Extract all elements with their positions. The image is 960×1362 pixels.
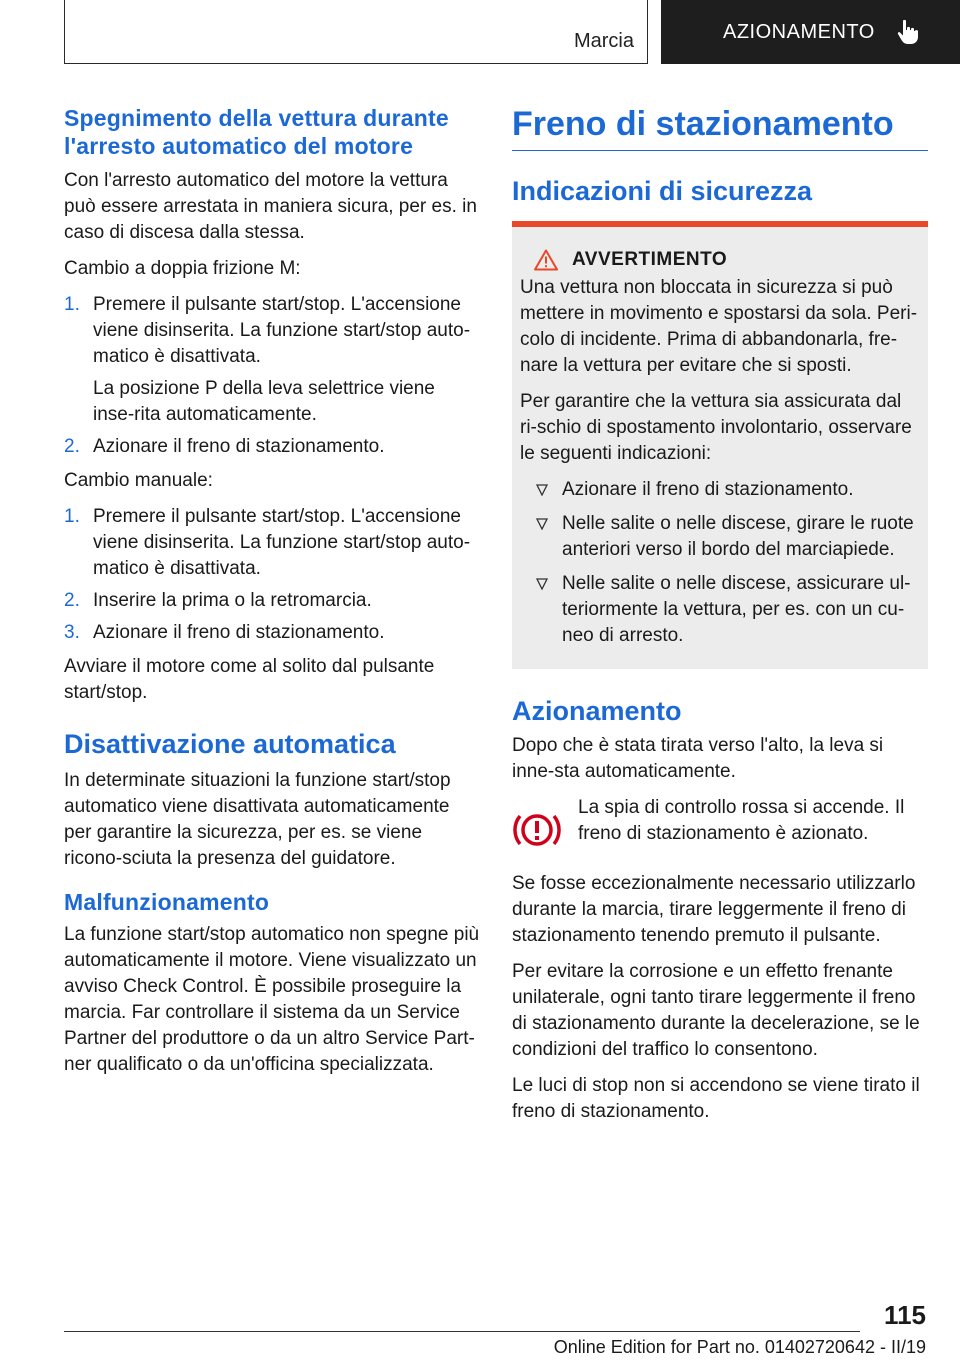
step-text: Inserire la prima o la retromarcia. bbox=[93, 590, 372, 611]
warning-paragraph: Per garantire che la vettura sia assicurata dal ri-schio di spostamento involontario, osservare le seguenti indicazioni: bbox=[520, 391, 912, 464]
header-section-title: Marcia bbox=[573, 30, 634, 52]
list-item bbox=[64, 588, 480, 614]
step-number: 1. bbox=[64, 506, 80, 527]
hand-pointer-icon bbox=[897, 19, 919, 45]
bullet-text: Nelle salite o nelle discese, girare le ruote anteriori verso il bordo del marciapiede. bbox=[562, 513, 914, 560]
paragraph: Le luci di stop non si accendono se viene tirato il freno di stazionamento. bbox=[512, 1075, 920, 1122]
warning-triangle-icon bbox=[534, 249, 558, 271]
heading-azionamento: Azionamento bbox=[512, 696, 682, 726]
right-column bbox=[512, 104, 928, 1135]
bullet-triangle-icon bbox=[536, 518, 548, 530]
heading-freno: Freno di stazionamento bbox=[512, 104, 928, 151]
warning-bullets bbox=[520, 477, 920, 649]
footer-divider bbox=[64, 1331, 860, 1332]
list-item bbox=[64, 292, 480, 428]
step-number: 2. bbox=[64, 590, 80, 611]
steps-list-manual bbox=[64, 504, 480, 646]
parking-brake-warning-icon bbox=[512, 809, 562, 851]
bullet-text: Nelle salite o nelle discese, assicurare ul-teriormente la vettura, per es. con un cu-neo di arresto. bbox=[562, 573, 911, 646]
list-item bbox=[64, 504, 480, 582]
step-text: Premere il pulsante start/stop. L'accensione viene disinserita. La funzione start/stop auto-matico è disattivata. bbox=[93, 506, 471, 579]
heading-sicurezza: Indicazioni di sicurezza bbox=[512, 176, 813, 206]
bullet-item bbox=[520, 511, 920, 563]
paragraph: Cambio manuale: bbox=[64, 470, 213, 491]
list-item bbox=[64, 434, 480, 460]
page-number: 115 bbox=[884, 1300, 926, 1330]
step-number: 3. bbox=[64, 622, 80, 643]
header-chapter-tab[interactable] bbox=[661, 0, 960, 64]
steps-list-dct bbox=[64, 292, 480, 460]
step-text: Premere il pulsante start/stop. L'accensione viene disinserita. La funzione start/stop auto-matico è disattivata. bbox=[93, 294, 471, 367]
left-column bbox=[64, 104, 480, 1088]
bullet-item bbox=[520, 571, 920, 649]
bullet-triangle-icon bbox=[536, 578, 548, 590]
chapter-title: AZIONAMENTO bbox=[723, 20, 875, 43]
bullet-text: Azionare il freno di stazionamento. bbox=[562, 479, 854, 500]
step-text: Azionare il freno di stazionamento. bbox=[93, 436, 385, 457]
heading-malfunzionamento: Malfunzionamento bbox=[64, 889, 270, 915]
warning-paragraph: Una vettura non bloccata in sicurezza si può mettere in movimento e spostarsi da sola. Peri-colo di incidente. Prima di abbandonarla, fre-nare la vettura per evitare che si sposti. bbox=[520, 277, 918, 376]
heading-disattivazione: Disattivazione automatica bbox=[64, 729, 396, 759]
step-text: Azionare il freno di stazionamento. bbox=[93, 622, 385, 643]
paragraph: Avviare il motore come al solito dal pulsante start/stop. bbox=[64, 656, 435, 703]
paragraph: Se fosse eccezionalmente necessario utilizzarlo durante la marcia, tirare leggermente il freno di stazionamento tenendo premuto il pulsante. bbox=[512, 873, 916, 946]
step-number: 1. bbox=[64, 294, 80, 315]
bullet-item bbox=[520, 477, 920, 503]
heading-spegnimento: Spegnimento della vettura durante l'arresto automatico del motore bbox=[64, 105, 449, 159]
warning-box bbox=[512, 221, 928, 669]
indicator-text: La spia di controllo rossa si accende. Il freno di stazionamento è azionato. bbox=[578, 797, 905, 844]
step-number: 2. bbox=[64, 436, 80, 457]
paragraph: Per evitare la corrosione e un effetto frenante unilaterale, ogni tanto tirare leggermente il freno di stazionamento durante la decelerazione, se le condizioni del traffico lo consentono. bbox=[512, 961, 920, 1060]
bullet-triangle-icon bbox=[536, 484, 548, 496]
paragraph: Dopo che è stata tirata verso l'alto, la leva si inne-sta automaticamente. bbox=[512, 735, 884, 782]
list-item bbox=[64, 620, 480, 646]
warning-title-row bbox=[520, 249, 920, 271]
edition-footer: Online Edition for Part no. 01402720642 - II/19 bbox=[553, 1337, 926, 1357]
header-frame bbox=[64, 0, 648, 64]
warning-title: AVVERTIMENTO bbox=[572, 249, 728, 270]
indicator-row bbox=[512, 795, 928, 857]
paragraph: Con l'arresto automatico del motore la vettura può essere arrestata in maniera sicura, per es. in caso di discesa dalla stessa. bbox=[64, 170, 477, 243]
paragraph: In determinate situazioni la funzione start/stop automatico viene disattivata automaticamente per garantire la sicurezza, per es. se viene ricono-sciuta la presenza del guidatore. bbox=[64, 770, 451, 869]
paragraph: La funzione start/stop automatico non spegne più automaticamente il motore. Viene visualizzato un avviso Check Control. È possibile proseguire la marcia. Far controllare il sistema da un Service Partner del produttore o da un altro Service Part-ner qualificato o da un'officina specializzata. bbox=[64, 924, 480, 1075]
paragraph: Cambio a doppia frizione M: bbox=[64, 258, 301, 279]
step-subtext: La posizione P della leva selettrice viene inse-rita automaticamente. bbox=[93, 378, 435, 425]
